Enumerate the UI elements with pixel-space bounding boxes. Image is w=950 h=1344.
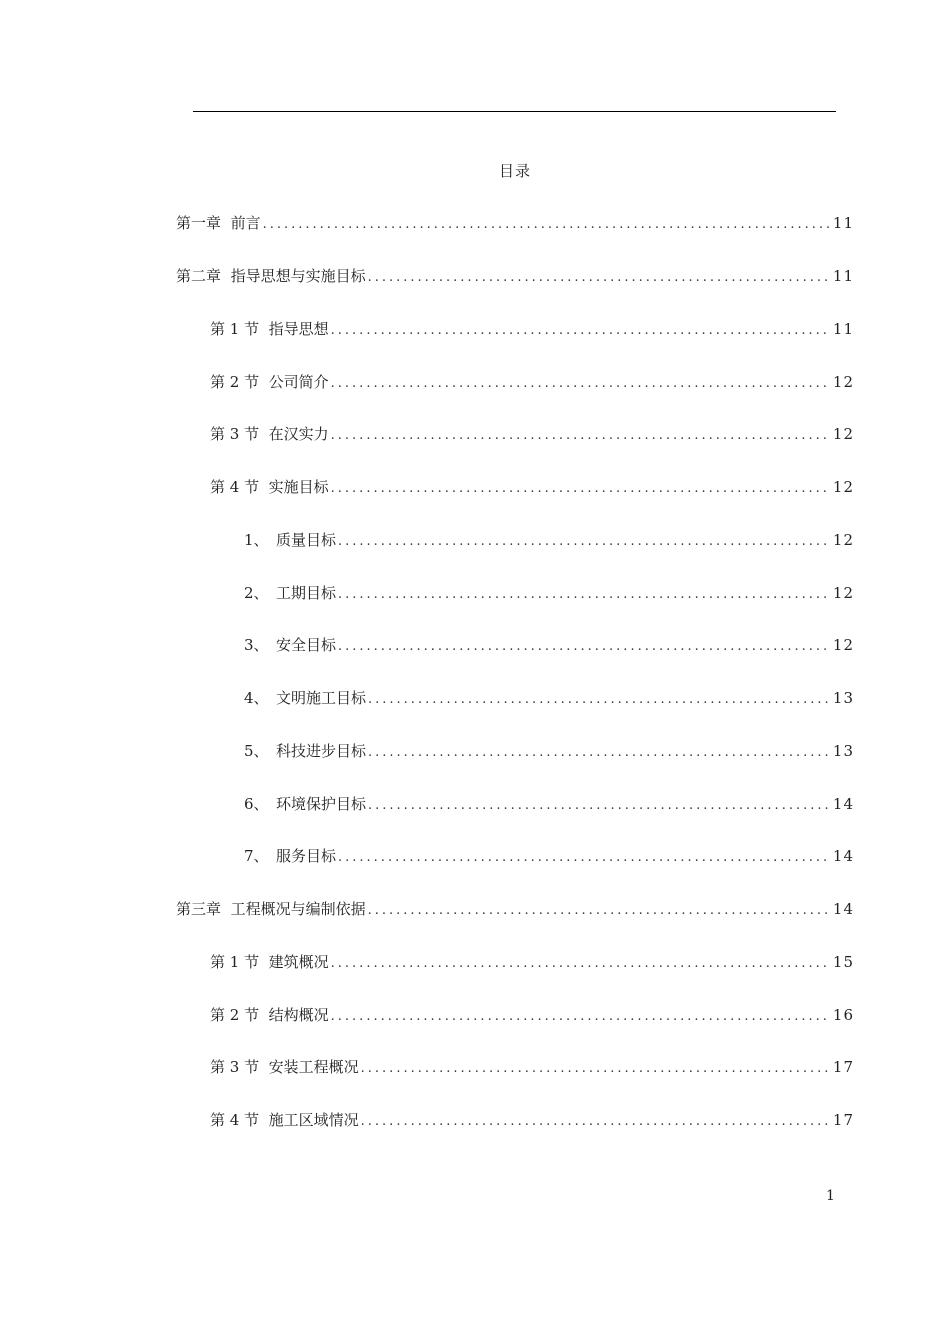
toc-entry-label xyxy=(210,1057,359,1077)
toc-entry-number: 第 1 节 xyxy=(210,953,260,971)
toc-entry-number: 第一章 xyxy=(176,214,222,232)
toc-entry-label xyxy=(244,846,336,866)
toc-entry-number: 第 3 节 xyxy=(210,425,260,443)
dot-leader xyxy=(368,796,831,816)
dot-leader xyxy=(331,479,831,499)
toc-entry-label xyxy=(244,530,336,550)
toc-entry-label xyxy=(176,213,261,233)
toc-entry-text: 指导思想与实施目标 xyxy=(230,267,366,285)
page-number: 1 xyxy=(826,1188,835,1204)
toc-entry-label xyxy=(244,635,336,655)
toc-entry-text: 前言 xyxy=(230,214,261,232)
toc-entry-page: 17 xyxy=(832,1058,854,1076)
toc-entry-text: 安装工程概况 xyxy=(268,1058,359,1076)
toc-entry[interactable] xyxy=(244,583,854,605)
dot-leader xyxy=(361,1059,831,1079)
dot-leader xyxy=(361,1112,831,1132)
dot-leader xyxy=(331,321,831,341)
toc-entry-number: 6、 xyxy=(244,795,269,813)
toc-entry[interactable] xyxy=(210,319,854,341)
toc-entry-page: 14 xyxy=(832,847,854,865)
toc-entry-page: 11 xyxy=(832,267,854,285)
toc-entry-label xyxy=(210,952,329,972)
toc-entry[interactable] xyxy=(244,794,854,816)
toc-entry-page: 12 xyxy=(832,373,854,391)
toc-entry-page: 14 xyxy=(832,795,854,813)
toc-entry-page: 14 xyxy=(832,900,854,918)
toc-entry-text: 文明施工目标 xyxy=(276,689,367,707)
toc-entry-text: 服务目标 xyxy=(276,847,337,865)
toc-entry[interactable] xyxy=(176,266,854,288)
toc-entry-text: 质量目标 xyxy=(276,531,337,549)
toc-entry-number: 5、 xyxy=(244,742,269,760)
toc-entry-number: 3、 xyxy=(244,636,269,654)
toc-entry-page: 12 xyxy=(832,531,854,549)
toc-entry-text: 公司简介 xyxy=(268,373,329,391)
toc-entry-label xyxy=(244,688,366,708)
dot-leader xyxy=(338,637,831,657)
dot-leader xyxy=(368,690,831,710)
toc-entry-text: 工期目标 xyxy=(276,584,337,602)
dot-leader xyxy=(331,374,831,394)
toc-entry[interactable] xyxy=(244,741,854,763)
toc-entry-page: 13 xyxy=(832,689,854,707)
toc-entry-label xyxy=(210,319,329,339)
toc-entry-number: 第 1 节 xyxy=(210,320,260,338)
toc-entry-page: 12 xyxy=(832,584,854,602)
toc-entry-text: 指导思想 xyxy=(268,320,329,338)
dot-leader xyxy=(331,954,831,974)
dot-leader xyxy=(338,848,831,868)
toc-title: 目录 xyxy=(498,162,531,180)
toc-entry-label xyxy=(176,266,366,286)
toc-entry-number: 第二章 xyxy=(176,267,222,285)
toc-entry-number: 第 3 节 xyxy=(210,1058,260,1076)
toc-entry-text: 结构概况 xyxy=(268,1006,329,1024)
toc-entry[interactable] xyxy=(244,846,854,868)
dot-leader xyxy=(368,743,831,763)
toc-entry-number: 2、 xyxy=(244,584,269,602)
dot-leader xyxy=(368,901,831,921)
toc-entry[interactable] xyxy=(210,372,854,394)
toc-entry-number: 第三章 xyxy=(176,900,222,918)
toc-entry[interactable] xyxy=(244,530,854,552)
toc-entry-label xyxy=(244,741,366,761)
toc-entry-label xyxy=(176,899,366,919)
toc-entry[interactable] xyxy=(176,213,854,235)
toc-entry[interactable] xyxy=(176,899,854,921)
dot-leader xyxy=(338,532,831,552)
toc-entry-number: 1、 xyxy=(244,531,269,549)
toc-entry-text: 科技进步目标 xyxy=(276,742,367,760)
dot-leader xyxy=(331,1007,831,1027)
toc-entry-text: 在汉实力 xyxy=(268,425,329,443)
toc-entry-number: 第 2 节 xyxy=(210,373,260,391)
toc-entry-label xyxy=(210,424,329,444)
toc-entry[interactable] xyxy=(210,477,854,499)
dot-leader xyxy=(338,585,831,605)
toc-entry-page: 11 xyxy=(832,320,854,338)
dot-leader xyxy=(331,426,831,446)
toc-entry-text: 实施目标 xyxy=(268,478,329,496)
toc-entry-text: 施工区域情况 xyxy=(268,1111,359,1129)
toc-entry-text: 安全目标 xyxy=(276,636,337,654)
toc-entry-page: 13 xyxy=(832,742,854,760)
toc-entry[interactable] xyxy=(244,688,854,710)
toc-entry-label xyxy=(244,583,336,603)
toc-entry-number: 7、 xyxy=(244,847,269,865)
toc-entry-number: 第 4 节 xyxy=(210,478,260,496)
toc-entry-label xyxy=(210,1110,359,1130)
toc-entry-number: 4、 xyxy=(244,689,269,707)
toc-entry-label xyxy=(244,794,366,814)
toc-entry-text: 建筑概况 xyxy=(268,953,329,971)
toc-entry[interactable] xyxy=(210,424,854,446)
toc-entry-page: 16 xyxy=(832,1006,854,1024)
toc-entry-label xyxy=(210,477,329,497)
toc-entry[interactable] xyxy=(210,1110,854,1132)
toc-entry[interactable] xyxy=(210,1005,854,1027)
toc-entry-page: 17 xyxy=(832,1111,854,1129)
dot-leader xyxy=(368,268,831,288)
toc-entry-number: 第 4 节 xyxy=(210,1111,260,1129)
toc-entry-page: 12 xyxy=(832,425,854,443)
toc-entry[interactable] xyxy=(210,952,854,974)
toc-entry-page: 12 xyxy=(832,478,854,496)
toc-entry-label xyxy=(210,372,329,392)
toc-entry-text: 环境保护目标 xyxy=(276,795,367,813)
toc-entry-page: 15 xyxy=(832,953,854,971)
dot-leader xyxy=(263,215,831,235)
toc-entry-number: 第 2 节 xyxy=(210,1006,260,1024)
toc-entry-text: 工程概况与编制依据 xyxy=(230,900,366,918)
toc-entry-page: 11 xyxy=(832,214,854,232)
toc-entry[interactable] xyxy=(210,1057,854,1079)
toc-entry[interactable] xyxy=(244,635,854,657)
toc-entry-label xyxy=(210,1005,329,1025)
toc-entry-page: 12 xyxy=(832,636,854,654)
